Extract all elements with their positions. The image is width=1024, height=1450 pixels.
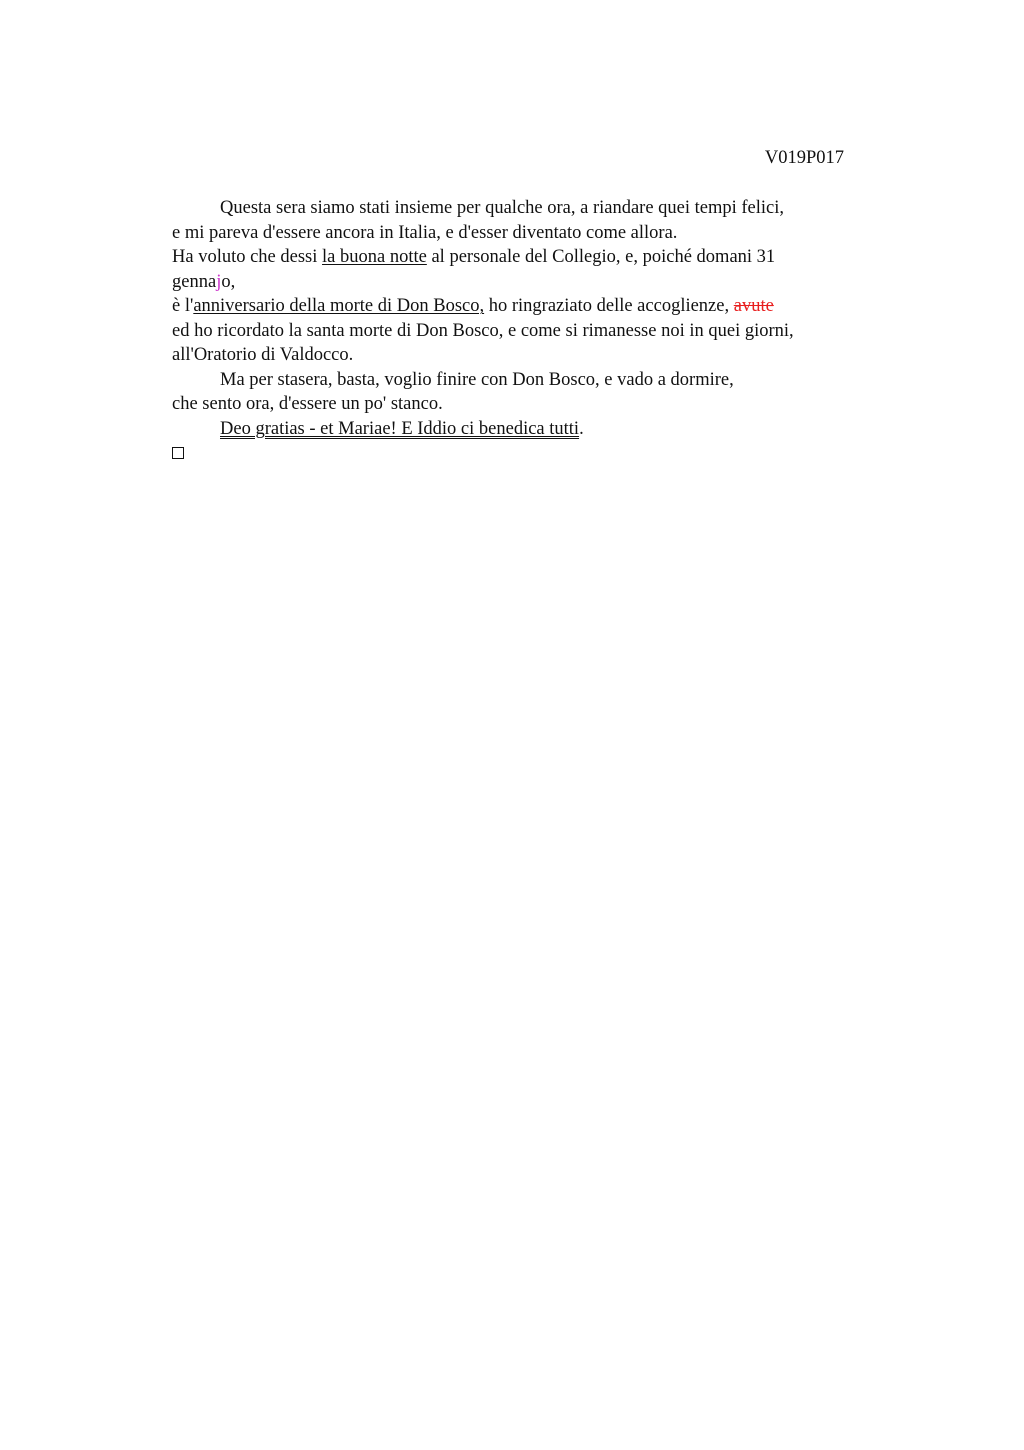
text-segment: Questa sera siamo stati insieme per qualche ora, a riandare quei tempi felici, (220, 198, 785, 218)
text-segment: è l' (172, 296, 194, 316)
text-segment: Ha voluto che dessi (172, 247, 323, 267)
text-segment: che sento ora, d'essere un po' stanco. (172, 394, 443, 414)
text-segment: o, (221, 271, 236, 292)
square-box-icon (172, 447, 184, 459)
end-mark-line (172, 441, 872, 466)
text-line-4 (172, 270, 872, 295)
text-line-10 (172, 417, 872, 442)
text-segment: all'Oratorio di Valdocco. (172, 345, 354, 365)
text-segment: . (579, 418, 584, 439)
deleted-word: avute (733, 296, 774, 316)
text-line-6 (172, 319, 872, 344)
text-line-5 (172, 294, 872, 319)
text-segment: e mi pareva d'essere ancora in Italia, e d'esser diventato come allora. (172, 222, 678, 243)
text-line-3 (172, 245, 872, 270)
text-segment: al personale del Collegio, e, poiché domani 31 (426, 247, 776, 267)
underlined-phrase: la buona notte (322, 247, 427, 267)
page-code: V019P017 (764, 148, 844, 168)
text-line-2 (172, 221, 872, 246)
text-line-1 (172, 196, 872, 221)
text-line-9 (172, 392, 872, 417)
text-line-7 (172, 343, 872, 368)
double-underlined-phrase: Deo gratias - et Mariae! E Iddio ci benedica tutti (220, 418, 580, 439)
text-segment: genna (172, 271, 217, 292)
text-segment: ho ringraziato delle accoglienze, (484, 296, 734, 316)
text-segment: ed ho ricordato la santa morte di Don Bosco, e come si rimanesse noi in quei giorni, (172, 320, 794, 341)
letter-body (172, 196, 872, 466)
underlined-phrase: anniversario della morte di Don Bosco, (193, 296, 485, 316)
text-segment: Ma per stasera, basta, voglio finire con Don Bosco, e vado a dormire, (220, 369, 734, 390)
inserted-letter: j (216, 271, 222, 292)
text-line-8 (172, 368, 872, 393)
